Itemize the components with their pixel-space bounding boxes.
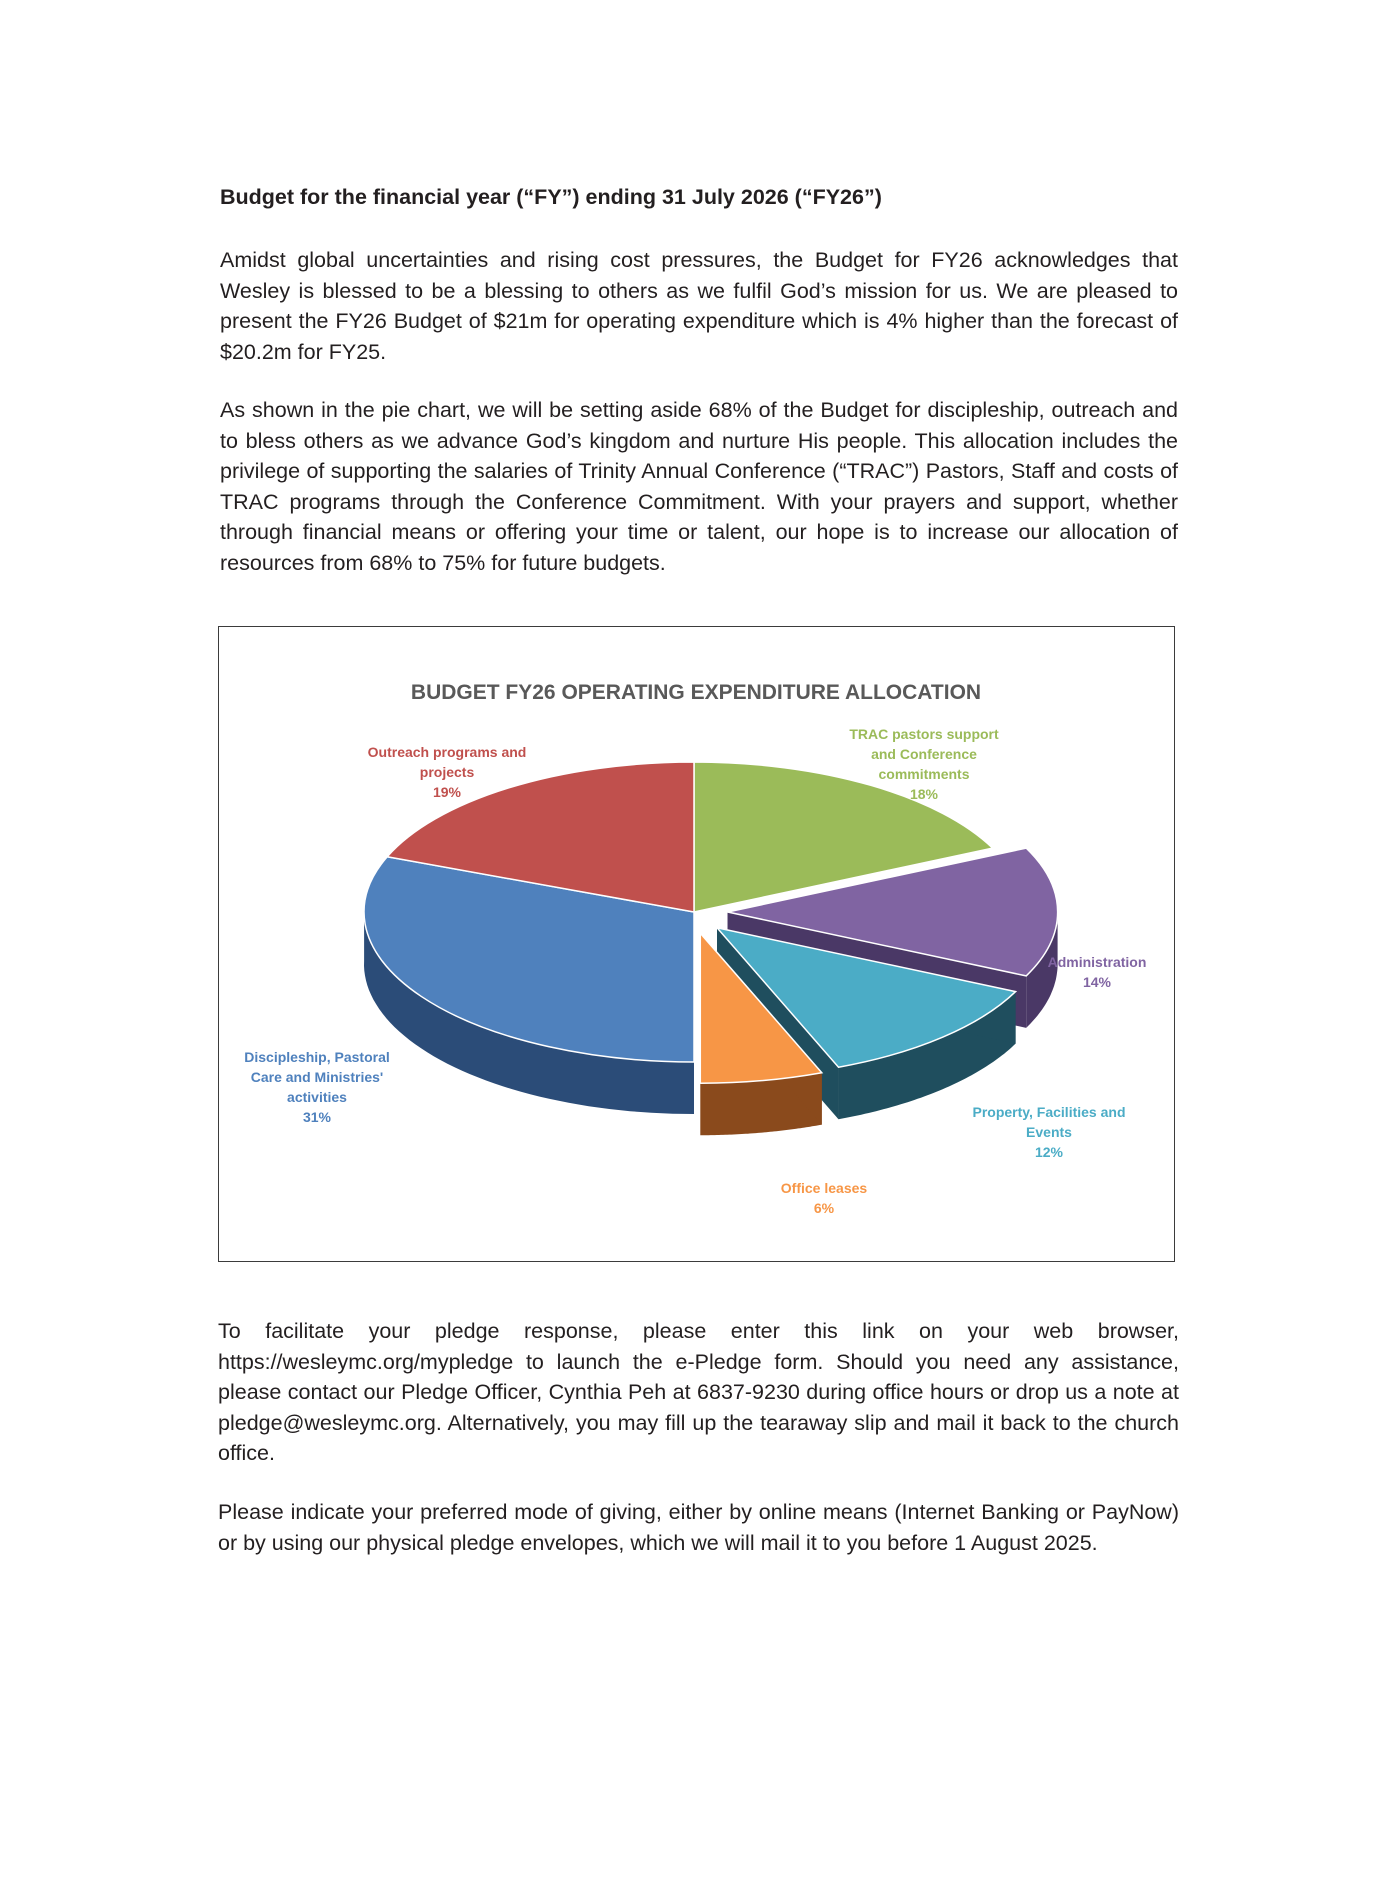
slice-label-1: Administration 14% [1047, 954, 1147, 990]
slice-label-0: TRAC pastors support and Conference commitments 18% [849, 726, 999, 802]
pie-chart-frame [218, 626, 1175, 1262]
paragraph-pledge-response: To facilitate your pledge response, please enter this link on your web browser, https://wesleymc.org/mypledge to launch the e-Pledge form. Should you need any assistance, please contact our Pledge Officer, Cynthia Peh at 6837-9230 during office hours or drop us a note at pledge@wesleymc.org. Alternatively, you may fill up the tearaway slip and mail it back to the church office. [218, 1319, 1179, 1465]
chart-title: BUDGET FY26 OPERATING EXPENDITURE ALLOCATION [410, 681, 982, 704]
slice-label-5: Outreach programs and projects 19% [367, 744, 527, 800]
paragraph-giving-mode: Please indicate your preferred mode of giving, either by online means (Internet Banking or PayNow) or by using our physical pledge envelopes, which we will mail it to you before 1 August 2025. [218, 1500, 1179, 1555]
paragraph-allocation: As shown in the pie chart, we will be setting aside 68% of the Budget for discipleship, outreach and to bless others as we advance God’s kingdom and nurture His people. This allocation includes the privilege of supporting the salaries of Trinity Annual Conference (“TRAC”) Pastors, Staff and costs of TRAC programs through the Conference Commitment. With your prayers and support, whether through financial means or offering your time or talent, our hope is to increase our allocation of resources from 68% to 75% for future budgets. [220, 398, 1178, 575]
pie-chart [219, 627, 1174, 1261]
slice-label-4: Discipleship, Pastoral Care and Ministries' activities 31% [244, 1049, 390, 1125]
slice-label-3: Office leases 6% [780, 1180, 868, 1216]
paragraph-intro: Amidst global uncertainties and rising cost pressures, the Budget for FY26 acknowledges that Wesley is blessed to be a blessing to others as we fulfil God’s mission for us. We are pleased to present the FY26 Budget of $21m for operating expenditure which is 4% higher than the forecast of $20.2m for FY25. [220, 248, 1178, 364]
slice-label-2: Property, Facilities and Events 12% [972, 1104, 1126, 1160]
page-title: Budget for the financial year (“FY”) ending 31 July 2026 (“FY26”) [220, 185, 882, 209]
